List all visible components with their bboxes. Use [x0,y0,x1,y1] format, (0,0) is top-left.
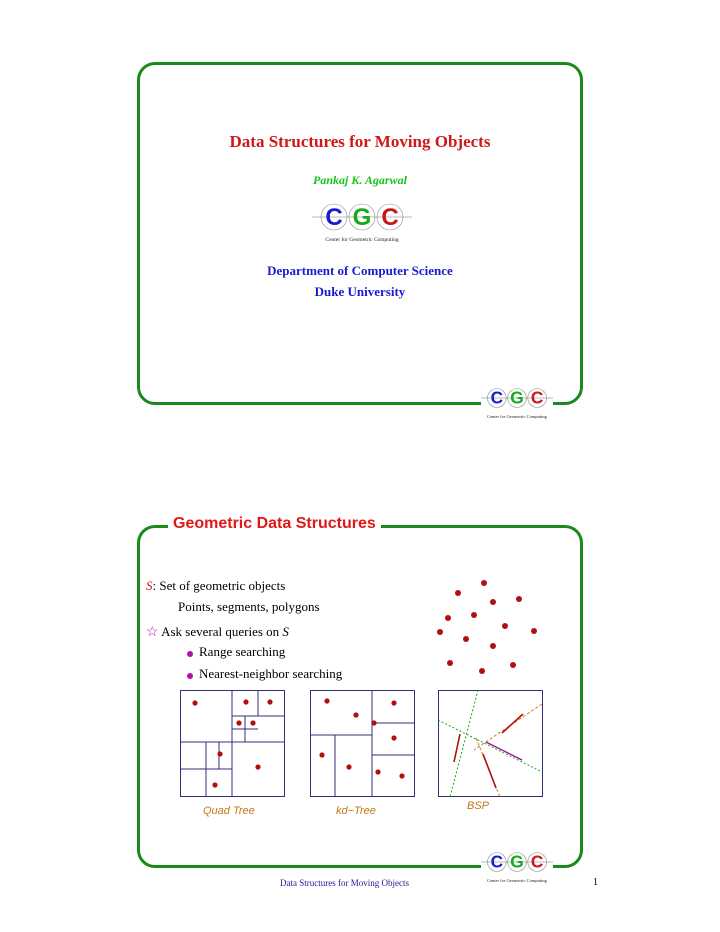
corner-logo [481,387,553,421]
corner-logo-letter-c1: C [490,851,504,872]
point [391,700,396,705]
bullet-range-searching: Range searching [199,644,286,659]
point [481,580,487,586]
point [255,764,260,769]
point [490,643,496,649]
point [375,769,380,774]
point [353,712,358,717]
logo-letter-c1: C [325,204,343,231]
point [445,615,451,621]
point [319,752,324,757]
star-icon: ☆ [146,625,159,640]
point [455,590,461,596]
slide1-department: Department of Computer Science [267,263,453,278]
point [267,699,272,704]
bullet-icon [187,651,193,657]
logo-caption: Center for Geometric Computing [325,237,399,243]
point [250,720,255,725]
kd-tree-diagram [310,690,416,798]
slide2-title: Geometric Data Structures [168,515,381,533]
bsp-caption: BSP [467,800,490,812]
corner-logo-graphic [481,387,553,409]
set-definition [146,578,285,594]
bsp-diagram [438,690,544,798]
queries-line [146,624,289,641]
corner-logo-letter-g: G [510,851,524,872]
quad-tree-caption: Quad Tree [203,805,255,817]
point [510,662,516,668]
point [490,599,496,605]
point [531,628,537,634]
bullet-nearest-neighbor: Nearest-neighbor searching [199,666,343,681]
point [192,700,197,705]
corner-logo-letter-c2: C [530,851,544,872]
footer-title: Data Structures for Moving Objects [280,878,409,888]
point [502,623,508,629]
logo-letter-g: G [352,204,372,231]
slide1-university: Duke University [314,284,406,299]
corner-logo-letter-c1: C [490,387,504,408]
point [243,699,248,704]
queries-text: Ask several queries on [161,624,280,639]
point [447,660,453,666]
corner-logo-caption: Center for Geometric Computing [487,878,547,883]
corner-logo-caption: Center for Geometric Computing [487,414,547,419]
queries-set-symbol: S [282,624,289,639]
point [371,720,376,725]
corner-logo-graphic [481,851,553,873]
bullet-icon [187,673,193,679]
point [391,735,396,740]
point [479,668,485,674]
quad-tree-diagram [180,690,286,798]
cgc-logo-graphic [312,202,412,232]
corner-logo [481,851,553,885]
slide1-author: Pankaj K. Agarwal [313,173,407,187]
set-definition-text: : Set of geometric objects [152,578,286,593]
corner-logo-letter-c2: C [530,387,544,408]
slide1-title: Data Structures for Moving Objects [229,132,491,151]
cgc-logo [312,202,412,242]
kd-tree-caption: kd−Tree [336,805,376,817]
object-types: Points, segments, polygons [178,599,320,614]
point [324,698,329,703]
corner-logo-letter-g: G [510,387,524,408]
point-set-figure [430,575,550,680]
point [516,596,522,602]
point [346,764,351,769]
logo-letter-c2: C [381,204,399,231]
point [437,629,443,635]
set-symbol: S [146,578,153,593]
point [399,773,404,778]
point [212,782,217,787]
page-number: 1 [593,877,598,888]
point [471,612,477,618]
point [463,636,469,642]
point [236,720,241,725]
point [217,751,222,756]
